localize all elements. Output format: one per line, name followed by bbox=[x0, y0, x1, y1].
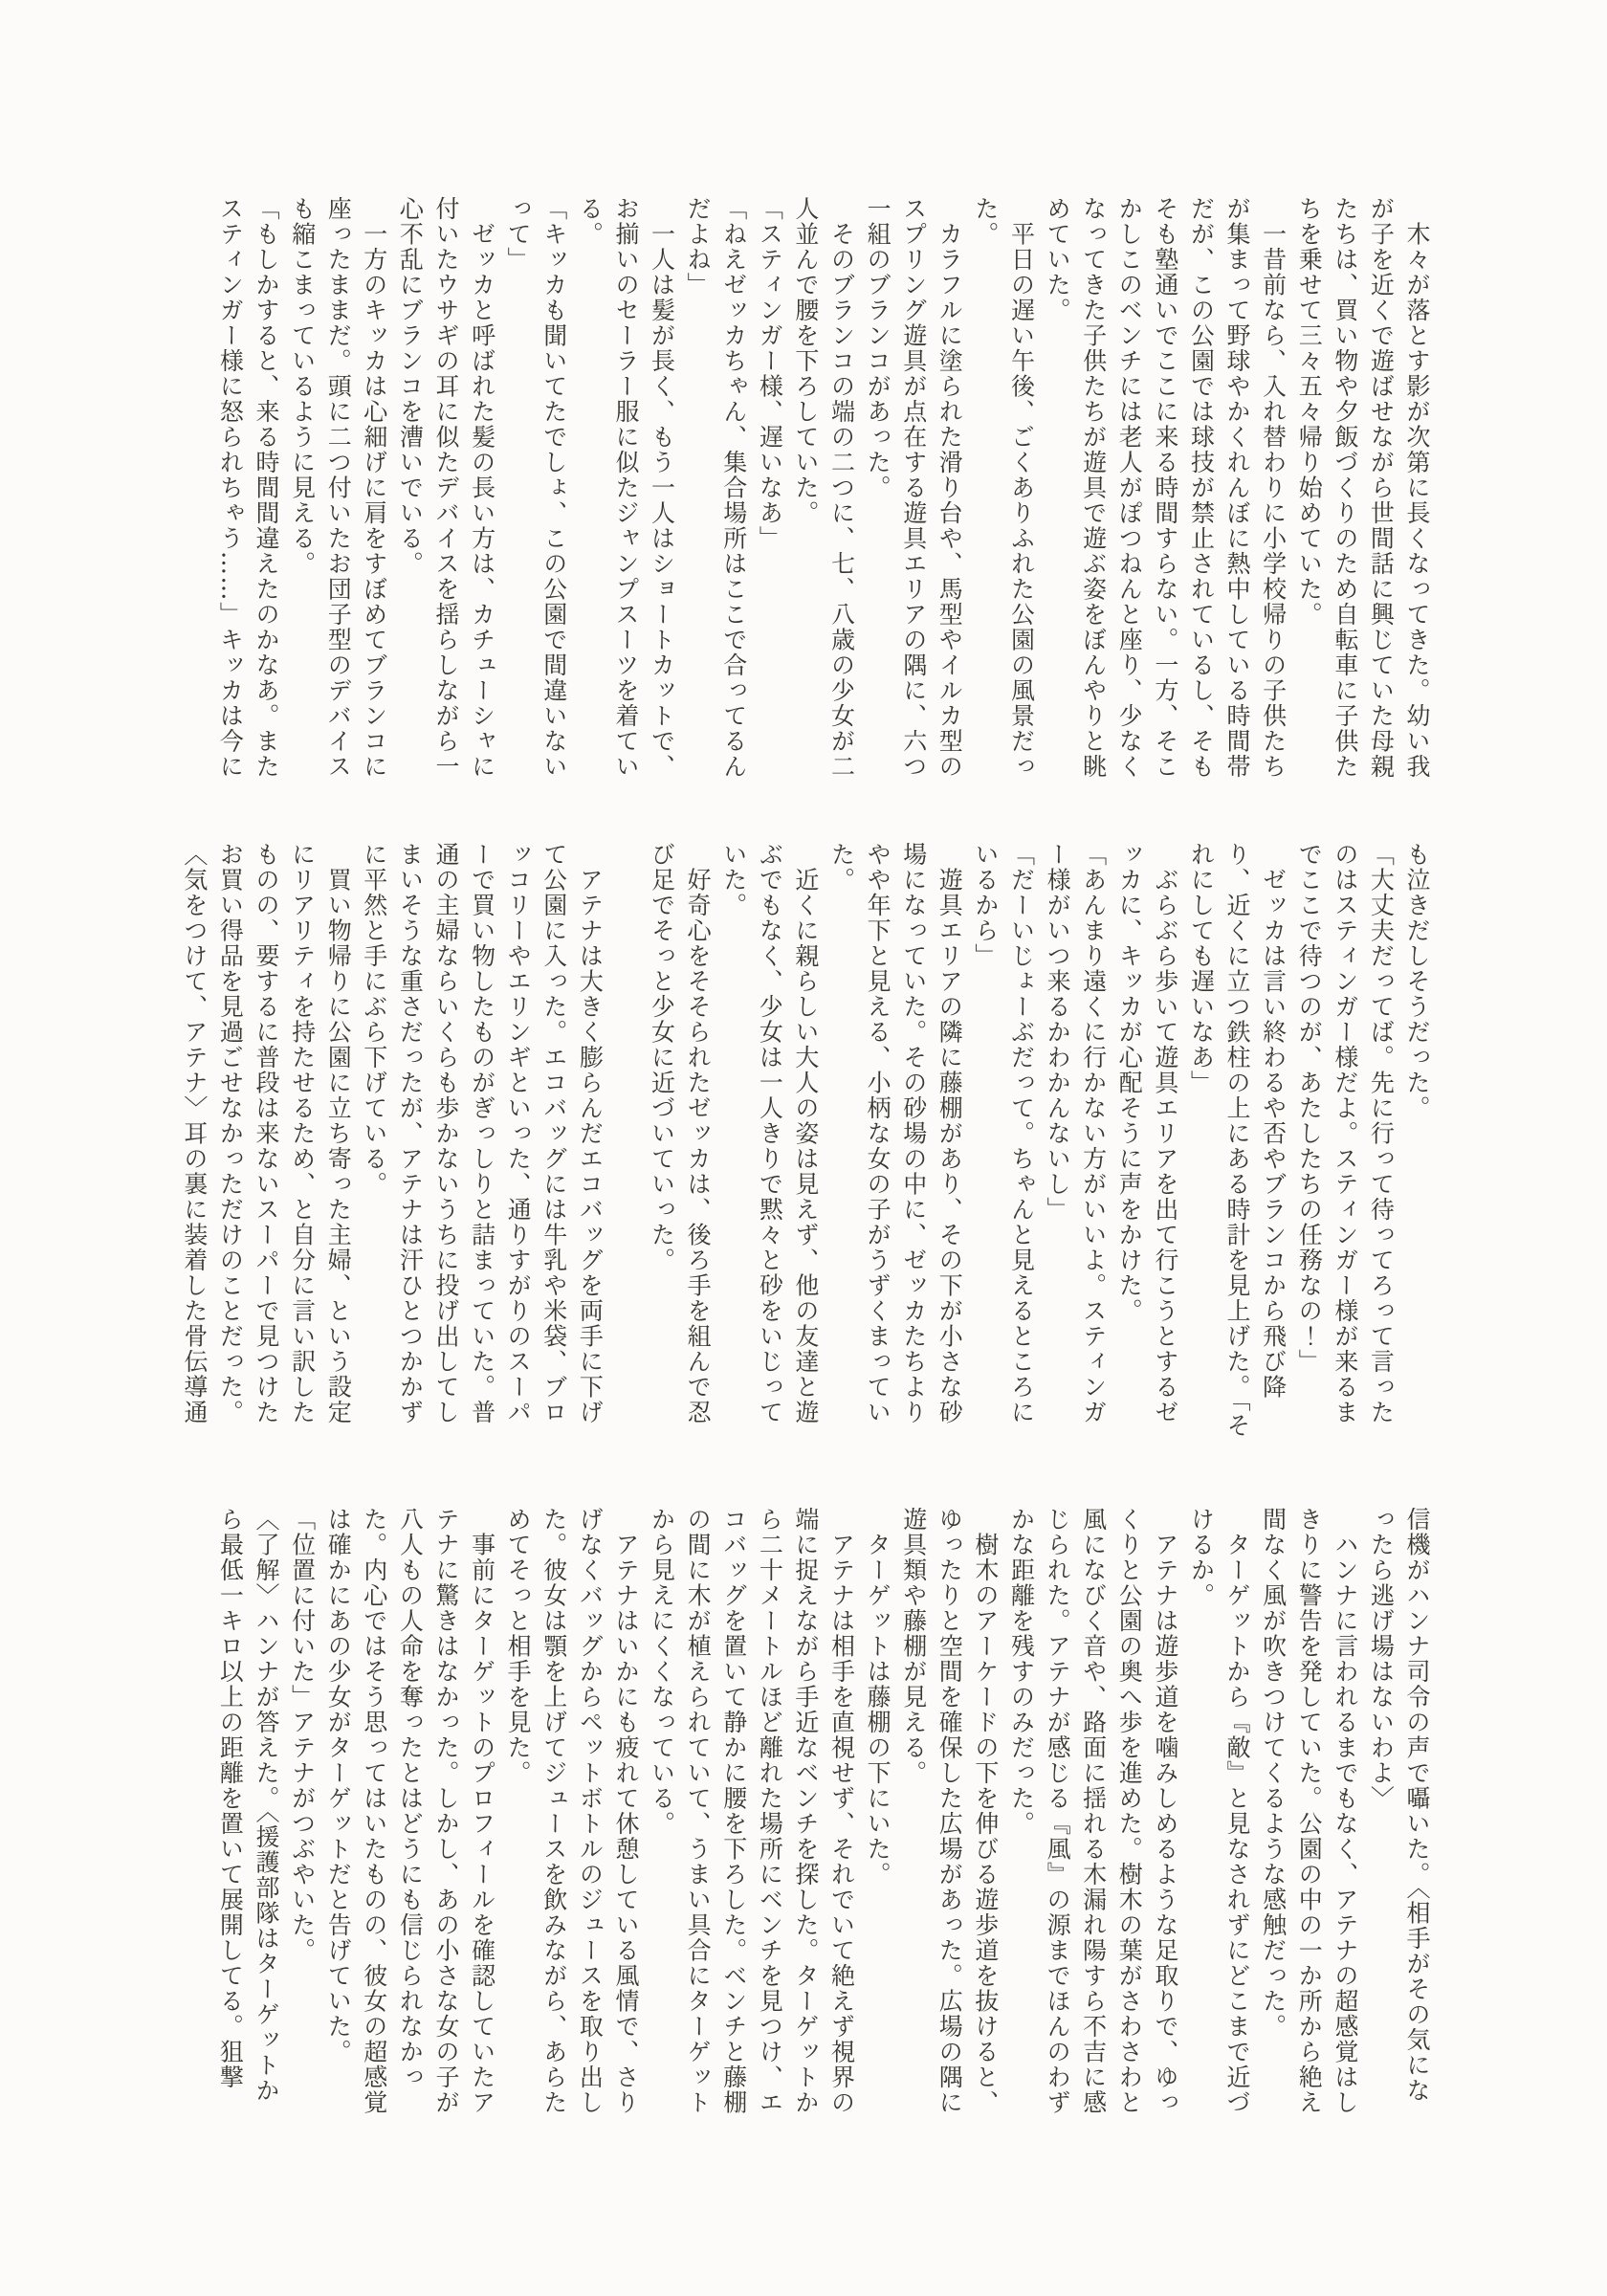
paragraph: アテナは大きく膨らんだエコバッグを両手に下げて公園に入った。エコバッグには牛乳や米袋、ブロッコリーやエリンギといった、通りすがりのスーパーで買い物したものがぎっしりと詰まっていた。普通の主婦ならいくらも歩かないうちに投げ出してしまいそうな重さだったが、アテナは汗ひとつかかずに平然と手にぶら下げている。 bbox=[360, 842, 605, 1425]
scene-break bbox=[607, 842, 644, 1440]
text-block-middle bbox=[176, 842, 1435, 1440]
paragraph: 一方のキッカは心細げに肩をすぼめてブランコに座ったままだ。頭に二つ付いたお団子型のデバイスも縮こまっているように見える。 bbox=[288, 196, 388, 780]
paragraph: ターゲットから『敵』と見なされずにどこまで近づけるか。 bbox=[1187, 1507, 1252, 2115]
paragraph: アテナはいかにも疲れて休憩している風情で、さりげなくバッグからペットボトルのジュースを取り出した。彼女は顎を上げてジュースを飲みながら、あらためてそっと相手を見た。 bbox=[504, 1507, 640, 2115]
paragraph: 〈了解〉ハンナが答えた。〈援護部隊はターゲットから最低一キロ以上の距離を置いて展開してる。狙撃 bbox=[216, 1507, 280, 2104]
paragraph: 近くに親らしい大人の姿は見えず、他の友達と遊ぶでもなく、少女は一人きりで黙々と砂をいじっていた。 bbox=[719, 842, 820, 1425]
paragraph: も泣きだしそうだった。 bbox=[1403, 842, 1431, 1121]
paragraph: 「ねえゼッカちゃん、集合場所はここで合ってるんだよね」 bbox=[684, 196, 748, 780]
paragraph: ぶらぶら歩いて遊具エリアを出て行こうとするゼッカに、キッカが心配そうに声をかけた。 bbox=[1115, 842, 1179, 1425]
paragraph: 買い物帰りに公園に立ち寄った主婦、という設定にリアリティを持たせるため、と自分に言い訳したものの、要するに普段は来ないスーパーで見つけたお買い得品を見過ごせなかっただけのことだった。 bbox=[216, 842, 353, 1425]
paragraph: 「キッカも聞いてたでしょ、この公園で間違いないって」 bbox=[504, 196, 568, 780]
text-block-bottom bbox=[212, 1507, 1435, 2117]
paragraph: ゼッカは言い終わるや否やブランコから飛び降り、近くに立つ鉄柱の上にある時計を見上げた。「それにしても遅いなあ」 bbox=[1187, 842, 1288, 1439]
paragraph: 信機がハンナ司令の声で囁いた。〈相手がその気になったら逃げ場はないわよ〉 bbox=[1367, 1507, 1431, 2104]
paragraph: 事前にターゲットのプロフィールを確認していたアテナに驚きはなかった。しかし、あの小さな女の子が八人もの人命を奪ったとはどうにも信じられなかった。内心ではそう思ってはいたものの、彼女の超感覚は確かにあの少女がターゲットだと告げていた。 bbox=[324, 1507, 496, 2115]
paragraph: 樹木のアーケードの下を伸びる遊歩道を抜けると、ゆったりと空間を確保した広場があった。広場の隅に遊具類や藤棚が見える。 bbox=[899, 1507, 1000, 2115]
text-block-top bbox=[212, 196, 1435, 791]
paragraph: 平日の遅い午後、ごくありふれた公園の風景だった。 bbox=[971, 196, 1036, 780]
paragraph: そのブランコの端の二つに、七、八歳の少女が二人並んで腰を下ろしていた。 bbox=[791, 196, 856, 780]
paragraph: 遊具エリアの隣に藤棚があり、その下が小さな砂場になっていた。その砂場の中に、ゼッカたちよりやや年下と見える、小柄な女の子がうずくまっていた。 bbox=[827, 842, 964, 1425]
paragraph: 一人は髪が長く、もう一人はショートカットで、お揃いのセーラー服に似たジャンプスーツを着ている。 bbox=[576, 196, 676, 780]
paragraph: ハンナに言われるまでもなく、アテナの超感覚はしきりに警告を発していた。公園の中の一か所から絶え間なく風が吹きつけてくるような感触だった。 bbox=[1259, 1507, 1359, 2115]
paragraph: カラフルに塗られた滑り台や、馬型やイルカ型のスプリング遊具が点在する遊具エリアの隅に、六つ一組のブランコがあった。 bbox=[864, 196, 964, 780]
paragraph: 「だーいじょーぶだって。ちゃんと見えるところにいるから」 bbox=[971, 842, 1036, 1425]
paragraph: 木々が落とす影が次第に長くなってきた。幼い我が子を近くで遊ばせながら世間話に興じていた母親たちは、買い物や夕飯づくりのため自転車に子供たちを乗せて三々五々帰り始めていた。 bbox=[1295, 196, 1431, 780]
paragraph: 「もしかすると、来る時間間違えたのかなあ。またスティンガー様に怒られちゃう……」キッカは今に bbox=[216, 196, 280, 780]
paragraph: 一昔前なら、入れ替わりに小学校帰りの子供たちが集まって野球やかくれんぼに熱中している時間帯だが、この公園では球技が禁止されているし、そもそも塾通いでここに来る時間すらない。一方、そこかしこのベンチには老人がぽつねんと座り、少なくなってきた子供たちが遊具で遊ぶ姿をぼんやりと眺めていた。 bbox=[1044, 196, 1288, 780]
paragraph: 「あんまり遠くに行かない方がいいよ。スティンガー様がいつ来るかわかんないし」 bbox=[1044, 842, 1108, 1425]
paragraph: アテナは遊歩道を噛みしめるような足取りで、ゆっくりと公園の奥へ歩を進めた。樹木の葉がさわさわと風になびく音や、路面に揺れる木漏れ陽すら不吉に感じられた。アテナが感じる『風』の源までほんのわずかな距離を残すのみだった。 bbox=[1007, 1507, 1179, 2115]
paragraph: 「スティンガー様、遅いなあ」 bbox=[756, 196, 784, 551]
paragraph: 好奇心をそそられたゼッカは、後ろ手を組んで忍び足でそっと少女に近づいていった。 bbox=[648, 842, 713, 1425]
paragraph: ゼッカと呼ばれた髪の長い方は、カチューシャに付いたウサギの耳に似たデバイスを揺らしながら一心不乱にブランコを漕いでいる。 bbox=[396, 196, 496, 780]
paragraph: アテナは相手を直視せず、それでいて絶えず視界の端に捉えながら手近なベンチを探した。ターゲットから二十メートルほど離れた場所にベンチを見つけ、エコバッグを置いて静かに腰を下ろした。ベンチと藤棚の間に木が植えられていて、うまい具合にターゲットから見えにくくなっている。 bbox=[648, 1507, 856, 2115]
paragraph: 〈気をつけて、アテナ〉耳の裏に装着した骨伝導通 bbox=[180, 842, 209, 1425]
paragraph: 「大丈夫だってば。先に行って待ってろって言ったのはスティンガー様だよ。スティンガー様が来るまでここで待つのが、あたしたちの任務なの！」 bbox=[1295, 842, 1396, 1425]
paragraph: 「位置に付いた」アテナがつぶやいた。 bbox=[288, 1507, 317, 1963]
paragraph: ターゲットは藤棚の下にいた。 bbox=[864, 1507, 892, 1888]
